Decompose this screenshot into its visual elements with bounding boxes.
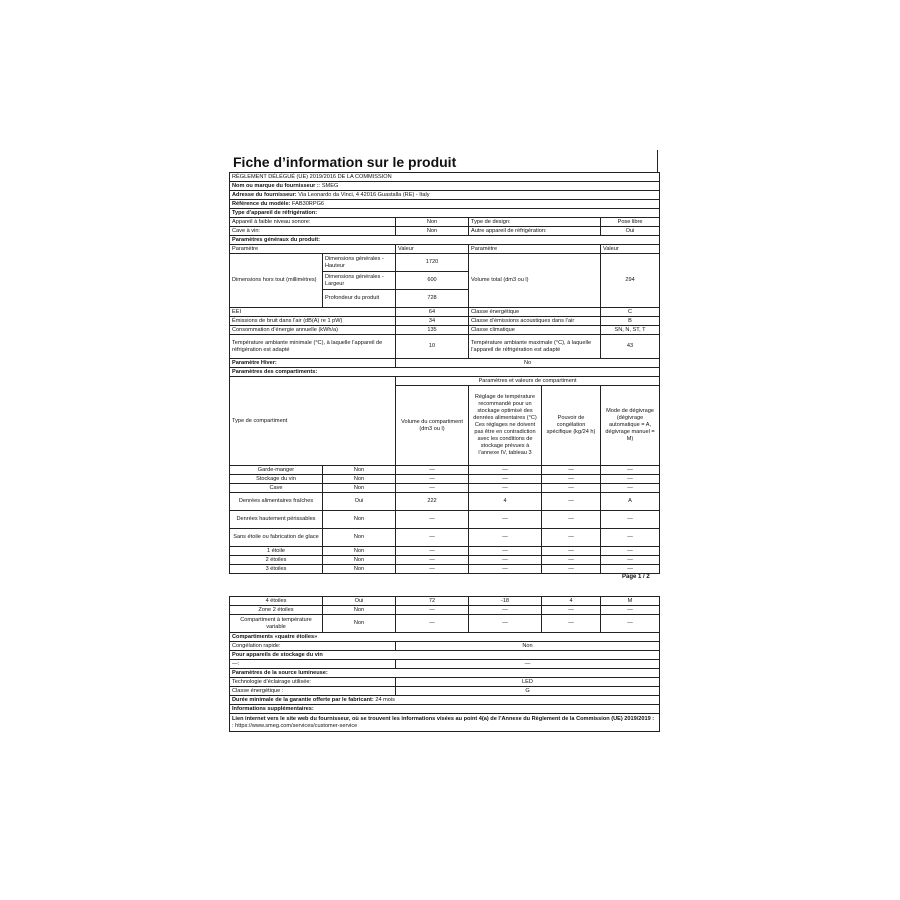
compartment-name: Garde-manger (230, 466, 323, 475)
light-tech-value: LED (396, 678, 660, 687)
compartment-defrost: — (601, 547, 660, 556)
compartment-volume: — (396, 606, 469, 615)
compartment-freeze-header: Pouvoir de congélation spécifique (kg/24 h) (542, 386, 601, 466)
compartment-row (230, 475, 660, 484)
link-label: Lien internet vers le site web du fournisseur, où se trouvent les informations visées au point 4(a) de l’Annexe du Règlement de la Commission (UE) 2019/2019 : (232, 715, 655, 722)
tmax-label: Température ambiante maximale (°C), à laquelle l’appareil de réfrigération est adapté (469, 335, 601, 359)
compartment-temp: — (469, 547, 542, 556)
compartment-present: Non (323, 547, 396, 556)
compartment-params-header: Paramètres et valeurs de compartiment (396, 377, 660, 386)
climate-label: Classe climatique (469, 326, 601, 335)
compartment-volume: — (396, 484, 469, 493)
warranty-label: Durée minimale de la garantie offerte par le fabricant: (232, 696, 374, 703)
compartment-freeze: — (542, 493, 601, 511)
noise-class-value: B (601, 317, 660, 326)
compartment-volume: 222 (396, 493, 469, 511)
compartment-freeze: — (542, 547, 601, 556)
product-info-table-page-1 (229, 172, 660, 574)
light-class-value: G (396, 687, 660, 696)
energy-class-value: C (601, 308, 660, 317)
compartment-temp: — (469, 529, 542, 547)
compartment-temp: — (469, 511, 542, 529)
winter-value: No (396, 359, 660, 368)
compartment-freeze: — (542, 615, 601, 633)
compartment-name: Zone 2 étoiles (230, 606, 323, 615)
fast-freeze-label: Congélation rapide: (230, 642, 396, 651)
compartment-row (230, 484, 660, 493)
energy-class-label: Classe énergétique (469, 308, 601, 317)
compartment-volume: — (396, 547, 469, 556)
compartment-row (230, 565, 660, 574)
design-value: Pose libre (601, 218, 660, 227)
compartment-defrost: — (601, 606, 660, 615)
compartment-row (230, 606, 660, 615)
warranty-value: 24 mois (375, 696, 395, 703)
eei-value: 64 (396, 308, 469, 317)
col-value-header-2: Valeur (601, 245, 660, 254)
wine-label: Cave à vin: (230, 227, 396, 236)
compartment-name: 1 étoile (230, 547, 323, 556)
compartment-volume: — (396, 466, 469, 475)
supplier-value: : SMEG (318, 182, 339, 189)
compartment-freeze: — (542, 484, 601, 493)
col-param-header-2: Paramètre (469, 245, 601, 254)
compartment-defrost: — (601, 484, 660, 493)
compartment-row (230, 511, 660, 529)
compartment-freeze: — (542, 565, 601, 574)
dimension-height-value: 1720 (396, 254, 469, 272)
compartment-defrost-header: Mode de dégivrage (dégivrage automatique = A, dégivrage manuel = M) (601, 386, 660, 466)
address-label: Adresse du fournisseur: (232, 191, 297, 198)
compartment-name: Denrées hautement périssables (230, 511, 323, 529)
compartment-row (230, 615, 660, 633)
compartment-row (230, 556, 660, 565)
compartment-name: 4 étoiles (230, 597, 323, 606)
compartment-volume: — (396, 565, 469, 574)
compartment-volume: — (396, 511, 469, 529)
compartment-section-header: Paramètres des compartiments: (230, 368, 660, 377)
compartment-rows-page-2 (230, 597, 660, 633)
light-tech-label: Technologie d’éclairage utilisée: (230, 678, 396, 687)
consumption-label: Consommation d’énergie annuelle (kWh/a) (230, 326, 396, 335)
compartment-present: Non (323, 556, 396, 565)
compartment-row (230, 597, 660, 606)
compartment-name: Denrées alimentaires fraîches (230, 493, 323, 511)
compartment-defrost: — (601, 565, 660, 574)
compartment-temp: — (469, 475, 542, 484)
volume-label: Volume total (dm3 ou l) (469, 254, 601, 308)
compartment-row (230, 529, 660, 547)
compartment-freeze: — (542, 466, 601, 475)
compartment-defrost: — (601, 511, 660, 529)
tmin-value: 10 (396, 335, 469, 359)
compartment-volume: 72 (396, 597, 469, 606)
general-section-header: Paramètres généraux du produit: (230, 236, 660, 245)
model-label: Référence du modèle: (232, 200, 291, 207)
tmin-label: Température ambiante minimale (°C), à laquelle l’appareil de réfrigération est adapté (230, 335, 396, 359)
compartment-freeze: — (542, 511, 601, 529)
volume-value: 294 (601, 254, 660, 308)
compartment-present: Oui (323, 493, 396, 511)
page-border (657, 150, 658, 172)
product-info-table-page-2 (229, 596, 660, 732)
supplier-label: Nom ou marque du fournisseur : (232, 182, 319, 189)
compartment-freeze: — (542, 475, 601, 484)
compartment-row (230, 493, 660, 511)
wine-dash-value: — (396, 660, 660, 669)
compartment-present: Non (323, 565, 396, 574)
compartment-type-header: Type de compartiment (230, 377, 396, 466)
compartment-temp: -18 (469, 597, 542, 606)
link-value[interactable]: : https://www.smeg.com/services/customer-service (232, 722, 358, 729)
compartment-name: Sans étoile ou fabrication de glace (230, 529, 323, 547)
compartment-temp: — (469, 606, 542, 615)
compartment-freeze: — (542, 529, 601, 547)
compartment-rows-page-1 (230, 466, 660, 574)
dimensions-label: Dimensions hors tout (millimètres) (230, 254, 323, 308)
tmax-value: 43 (601, 335, 660, 359)
col-param-header: Paramètre (230, 245, 396, 254)
compartment-defrost: — (601, 556, 660, 565)
additional-section-header: Informations supplémentaires: (230, 705, 660, 714)
dimension-height-label: Dimensions générales - Hauteur (323, 254, 396, 272)
compartment-row (230, 547, 660, 556)
compartment-defrost: A (601, 493, 660, 511)
compartment-present: Non (323, 466, 396, 475)
compartment-volume: — (396, 556, 469, 565)
compartment-name: Stockage du vin (230, 475, 323, 484)
noise-value: 34 (396, 317, 469, 326)
compartment-name: 2 étoiles (230, 556, 323, 565)
light-section-header: Paramètres de la source lumineuse: (230, 669, 660, 678)
design-label: Type de design: (469, 218, 601, 227)
compartment-defrost: M (601, 597, 660, 606)
wine-storage-section-header: Pour appareils de stockage du vin (230, 651, 660, 660)
consumption-value: 135 (396, 326, 469, 335)
wine-dash-label: —: (230, 660, 396, 669)
low-noise-label: Appareil à faible niveau sonore: (230, 218, 396, 227)
dimension-width-value: 600 (396, 272, 469, 290)
noise-class-label: Classe d’émissions acoustiques dans l’air (469, 317, 601, 326)
dimension-depth-label: Profondeur du produit (323, 290, 396, 308)
compartment-temp: — (469, 484, 542, 493)
compartment-temp: 4 (469, 493, 542, 511)
compartment-name: 3 étoiles (230, 565, 323, 574)
compartment-defrost: — (601, 475, 660, 484)
wine-value: Non (396, 227, 469, 236)
compartment-freeze: 4 (542, 597, 601, 606)
fast-freeze-value: Non (396, 642, 660, 651)
compartment-temp: — (469, 565, 542, 574)
compartment-volume: — (396, 529, 469, 547)
compartment-present: Non (323, 606, 396, 615)
address-row (230, 191, 660, 200)
compartment-row (230, 466, 660, 475)
compartment-defrost: — (601, 529, 660, 547)
compartment-present: Non (323, 511, 396, 529)
eei-label: EEI (230, 308, 396, 317)
compartment-freeze: — (542, 606, 601, 615)
col-value-header: Valeur (396, 245, 469, 254)
compartment-temp: — (469, 615, 542, 633)
noise-label: Émissions de bruit dans l’air (dB(A) re 1 pW) (230, 317, 396, 326)
compartment-temp: — (469, 556, 542, 565)
light-class-label: Classe énergétique : (230, 687, 396, 696)
compartment-present: Non (323, 484, 396, 493)
link-row (230, 714, 660, 732)
compartment-defrost: — (601, 615, 660, 633)
model-row (230, 200, 660, 209)
page-number: Page 1 / 2 (622, 574, 650, 580)
climate-value: SN, N, ST, T (601, 326, 660, 335)
low-noise-value: Non (396, 218, 469, 227)
compartment-freeze: — (542, 556, 601, 565)
other-value: Oui (601, 227, 660, 236)
compartment-volume: — (396, 615, 469, 633)
supplier-row (230, 182, 660, 191)
compartment-temp: — (469, 466, 542, 475)
compartment-volume: — (396, 475, 469, 484)
model-value: FAB30RPG6 (292, 200, 325, 207)
address-value: Via Leonardo da Vinci, 4 42016 Guastalla (RE) - Italy (298, 191, 430, 198)
compartment-name: Cave (230, 484, 323, 493)
compartment-volume-header: Volume du compartiment (dm3 ou l) (396, 386, 469, 466)
compartment-defrost: — (601, 466, 660, 475)
dimension-width-label: Dimensions générales - Largeur (323, 272, 396, 290)
compartment-present: Non (323, 615, 396, 633)
page-title: Fiche d’information sur le produit (233, 154, 457, 170)
dimension-depth-value: 728 (396, 290, 469, 308)
compartment-present: Oui (323, 597, 396, 606)
compartment-name: Compartiment à température variable (230, 615, 323, 633)
warranty-row (230, 696, 660, 705)
compartment-temp-header: Réglage de température recommandé pour un stockage optimisé des denrées alimentaires (°C) Ces réglages ne doivent pas être en contradiction avec les conditions de stockage prévues à l’annexe IV, tableau 3 (469, 386, 542, 466)
winter-label: Paramètre Hiver: (230, 359, 396, 368)
compartment-present: Non (323, 475, 396, 484)
compartment-present: Non (323, 529, 396, 547)
four-star-section-header: Compartiments «quatre étoiles» (230, 633, 660, 642)
type-section-header: Type d’appareil de réfrigération: (230, 209, 660, 218)
regulation-row: RÈGLEMENT DÉLÉGUÉ (UE) 2019/2016 DE LA COMMISSION (230, 173, 660, 182)
other-label: Autre appareil de réfrigération: (469, 227, 601, 236)
